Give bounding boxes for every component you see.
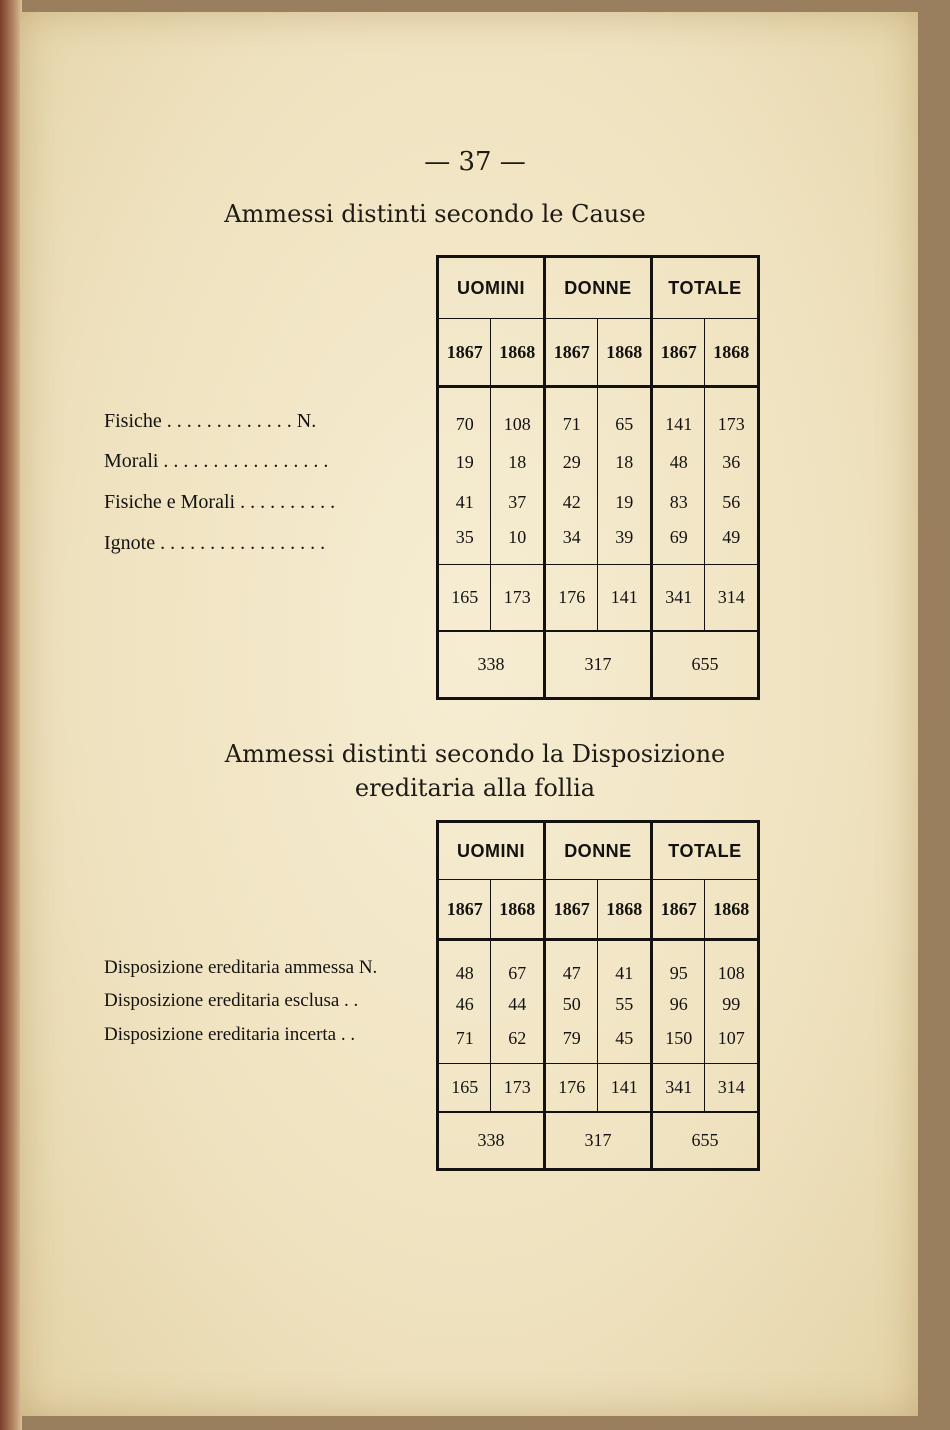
year-cell: 1867 [438,880,491,940]
row-label: Disposizione ereditaria ammessa N. [104,957,378,978]
data-cell: 150 [651,1022,705,1064]
data-cell: 55 [598,988,651,1022]
data-cell: 41 [598,940,651,988]
data-cell: 107 [717,1027,745,1048]
total-cell: 314 [705,565,759,631]
header-uomini: UOMINI [438,822,545,880]
grand-total-cell: 655 [651,1112,758,1170]
data-cell: 34 [544,523,597,565]
data-cell: 35 [438,523,491,565]
year-cell: 1867 [651,319,705,387]
total-cell: 341 [651,565,705,631]
data-cell: 18 [491,443,544,483]
total-cell: 176 [544,1064,597,1112]
data-cell: 42 [544,483,597,523]
data-cell: 71 [544,387,597,443]
table-heredity [436,820,760,1171]
year-cell: 1868 [598,319,651,387]
total-cell: 141 [598,565,651,631]
data-cell: 49 [722,526,741,547]
grand-total-cell: 655 [651,631,758,699]
data-cell: 96 [651,988,705,1022]
total-cell: 165 [438,1064,491,1112]
year-cell: 1867 [544,319,597,387]
data-cell: 62 [491,1022,544,1064]
data-cell: 99 [722,994,741,1014]
total-cell: 314 [705,1064,759,1112]
data-cell: 95 [651,940,705,988]
grand-total-cell: 338 [438,631,545,699]
data-cell: 70 [438,387,491,443]
grand-total-cell: 338 [438,1112,545,1170]
total-cell: 141 [598,1064,651,1112]
row-label: Ignote . . . . . . . . . . . . . . . . . [104,532,326,554]
data-cell: 83 [651,483,705,523]
row-label: Disposizione ereditaria incerta . . [104,1024,356,1045]
data-cell: 48 [438,940,491,988]
table2-title-line2: ereditaria alla follia [354,774,596,802]
data-cell: 19 [598,483,651,523]
header-uomini: UOMINI [438,257,545,319]
data-cell: 108 [491,387,544,443]
data-cell: 67 [491,940,544,988]
row-label: Fisiche e Morali . . . . . . . . . . [104,491,336,513]
table2-title-line1: Ammessi distinti secondo la Disposizione [224,740,726,768]
page-number: — 37 — [424,147,526,177]
year-cell: 1867 [651,880,705,940]
year-cell: 1868 [705,880,759,940]
row-label: Fisiche . . . . . . . . . . . . . N. [104,410,317,432]
year-cell: 1868 [491,880,544,940]
data-cell: 29 [544,443,597,483]
header-totale: TOTALE [651,257,758,319]
year-cell: 1867 [544,880,597,940]
data-cell: 71 [438,1022,491,1064]
data-cell: 46 [438,988,491,1022]
row-label: Morali . . . . . . . . . . . . . . . . . [104,450,329,472]
header-donne: DONNE [544,257,651,319]
data-cell: 45 [598,1022,651,1064]
table-causes [436,255,760,700]
data-cell: 47 [544,940,597,988]
data-cell: 69 [651,523,705,565]
year-cell: 1868 [491,319,544,387]
total-cell: 176 [544,565,597,631]
year-cell: 1867 [438,319,491,387]
total-cell: 173 [491,1064,544,1112]
header-totale: TOTALE [651,822,758,880]
data-cell: 141 [651,387,705,443]
row-label: Disposizione ereditaria esclusa . . [104,990,359,1011]
data-cell: 44 [491,988,544,1022]
data-cell: 173 [717,413,745,434]
data-cell: 36 [722,452,741,472]
total-cell: 165 [438,565,491,631]
data-cell: 65 [598,387,651,443]
data-cell: 37 [491,483,544,523]
data-cell: 41 [438,483,491,523]
data-cell: 56 [722,492,741,512]
year-cell: 1868 [598,880,651,940]
data-cell: 79 [544,1022,597,1064]
data-cell: 39 [598,523,651,565]
data-cell: 10 [491,523,544,565]
grand-total-cell: 317 [544,1112,651,1170]
data-cell: 50 [544,988,597,1022]
data-cell: 108 [717,962,745,983]
header-donne: DONNE [544,822,651,880]
data-cell: 18 [598,443,651,483]
total-cell: 341 [651,1064,705,1112]
year-cell: 1868 [705,319,759,387]
data-cell: 48 [651,443,705,483]
data-cell: 19 [438,443,491,483]
grand-total-cell: 317 [544,631,651,699]
total-cell: 173 [491,565,544,631]
table1-title: Ammessi distinti secondo le Cause [224,200,646,228]
